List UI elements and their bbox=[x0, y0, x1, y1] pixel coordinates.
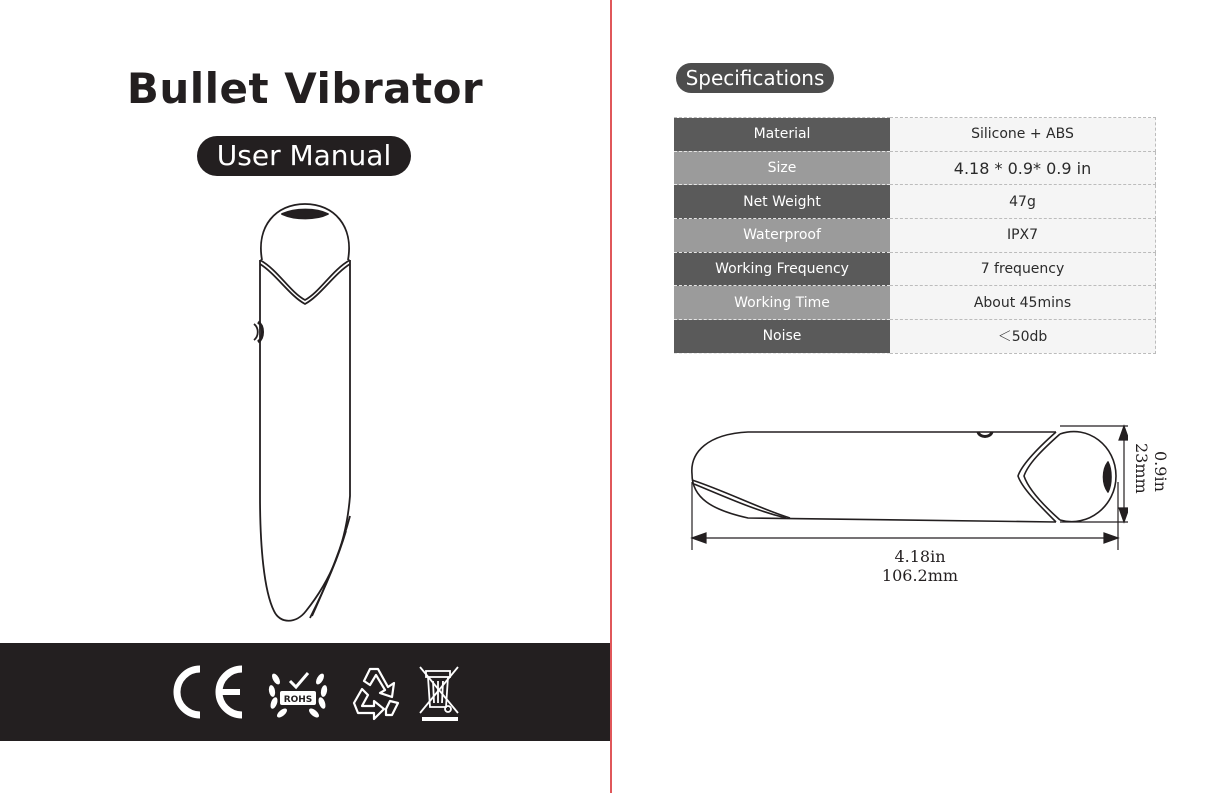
spec-value: About 45mins bbox=[890, 286, 1156, 320]
diameter-dimension-label bbox=[1127, 443, 1187, 519]
spec-key: Net Weight bbox=[674, 185, 890, 219]
specifications-heading: Specifications bbox=[676, 63, 834, 93]
device-side-dimension-drawing bbox=[688, 418, 1128, 554]
spec-key: Working Time bbox=[674, 286, 890, 320]
spec-value: Silicone + ABS bbox=[890, 118, 1156, 152]
spec-value: ＜50db bbox=[890, 320, 1156, 354]
certification-bar bbox=[0, 643, 610, 741]
spec-value: 47g bbox=[890, 185, 1156, 219]
recycle-mark-icon bbox=[340, 643, 410, 741]
spec-key: Noise bbox=[674, 320, 890, 354]
spec-key: Material bbox=[674, 118, 890, 152]
manual-title: Bullet Vibrator bbox=[126, 64, 484, 113]
length-inches: 4.18in bbox=[894, 547, 946, 566]
spec-key: Size bbox=[674, 151, 890, 185]
spec-key: Waterproof bbox=[674, 219, 890, 253]
spec-value: 4.18 * 0.9* 0.9 in bbox=[890, 151, 1156, 185]
device-front-illustration bbox=[250, 196, 360, 628]
rohs-mark-icon bbox=[264, 643, 332, 741]
spec-value: 7 frequency bbox=[890, 252, 1156, 286]
spec-value: IPX7 bbox=[890, 219, 1156, 253]
length-dimension-label bbox=[840, 547, 1000, 585]
page-divider bbox=[610, 0, 612, 793]
weee-bin-icon bbox=[414, 643, 466, 741]
svg-text:ROHS: ROHS bbox=[283, 695, 313, 705]
spec-key: Working Frequency bbox=[674, 252, 890, 286]
diameter-inches: 0.9in bbox=[1151, 451, 1170, 492]
diameter-millimeters: 23mm bbox=[1132, 443, 1151, 494]
specifications-table bbox=[674, 117, 1156, 354]
manual-subtitle-badge: User Manual bbox=[197, 136, 411, 176]
length-millimeters: 106.2mm bbox=[881, 566, 959, 585]
ce-mark-icon bbox=[170, 643, 250, 741]
